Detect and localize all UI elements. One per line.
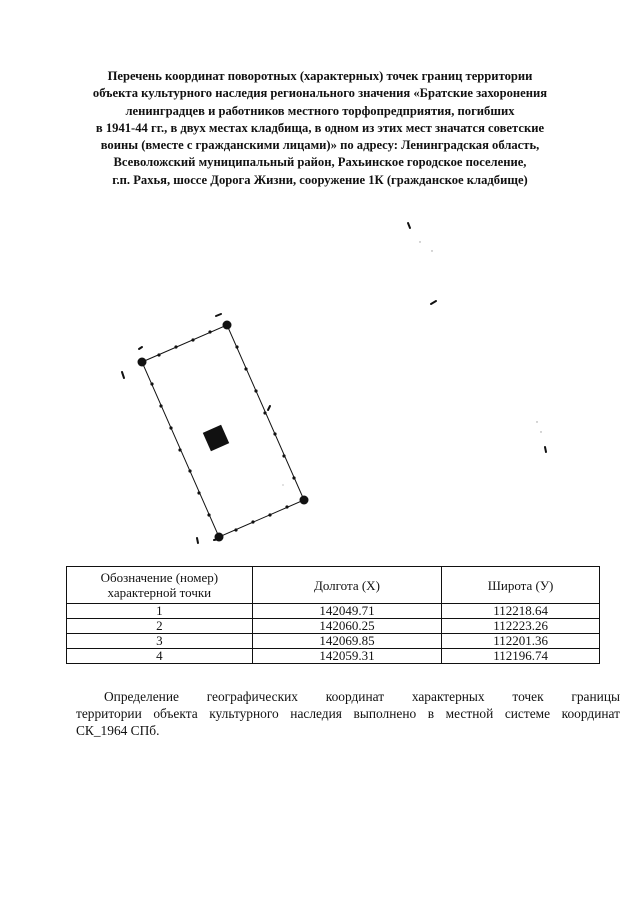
- table-header-row: [67, 567, 600, 604]
- cell-longitude: 142049.71: [252, 604, 441, 619]
- title-line: Всеволожский муниципальный район, Рахьинское городское поселение,: [113, 155, 527, 170]
- coordinate-system-note: [76, 688, 620, 739]
- cell-point: 2: [67, 619, 253, 634]
- cell-longitude: 142060.25: [252, 619, 441, 634]
- title-line: воины (вместе с гражданскими лицами)» по адресу: Ленинградская область,: [100, 138, 540, 153]
- cell-latitude: 112223.26: [442, 619, 600, 634]
- title-line: ленинградцев и работников местного торфопредприятия, погибших: [125, 103, 515, 118]
- note-line: Определение географических координат характерных точек границы: [104, 689, 620, 704]
- cell-point: 4: [67, 649, 253, 664]
- header-point: Обозначение (номер) характерной точки: [67, 567, 253, 604]
- corner-point-3: [300, 496, 309, 505]
- note-line: СК_1964 СПб.: [76, 723, 160, 738]
- cell-latitude: 112201.36: [442, 634, 600, 649]
- coordinates-table: [66, 566, 600, 664]
- cell-point: 1: [67, 604, 253, 619]
- title-line: объекта культурного наследия регионального значения «Братские захоронения: [92, 86, 548, 101]
- cell-longitude: 142059.31: [252, 649, 441, 664]
- table-row: [67, 634, 600, 649]
- note-line: территории объекта культурного наследия выполнено в местной системе координат: [76, 706, 620, 721]
- header-longitude: Долгота (X): [252, 567, 441, 604]
- corner-point-2: [223, 321, 232, 330]
- cell-longitude: 142069.85: [252, 634, 441, 649]
- title-line: Перечень координат поворотных (характерных) точек границ территории: [107, 69, 533, 83]
- title-line: г.п. Рахья, шоссе Дорога Жизни, сооружение 1К (гражданское кладбище): [112, 172, 528, 187]
- title-line: в 1941-44 гг., в двух местах кладбища, в одном из этих мест значатся советские: [95, 120, 545, 135]
- cell-latitude: 112218.64: [442, 604, 600, 619]
- table-row: [67, 649, 600, 664]
- document-title: [40, 68, 600, 189]
- cell-point: 3: [67, 634, 253, 649]
- header-latitude: Широта (У): [442, 567, 600, 604]
- boundary-plan: [0, 200, 640, 560]
- memorial-marker: [203, 425, 229, 451]
- corner-point-1: [138, 358, 147, 367]
- cell-latitude: 112196.74: [442, 649, 600, 664]
- scan-specks: [282, 241, 541, 485]
- table-row: [67, 619, 600, 634]
- table-row: [67, 604, 600, 619]
- map-marks: [122, 223, 546, 543]
